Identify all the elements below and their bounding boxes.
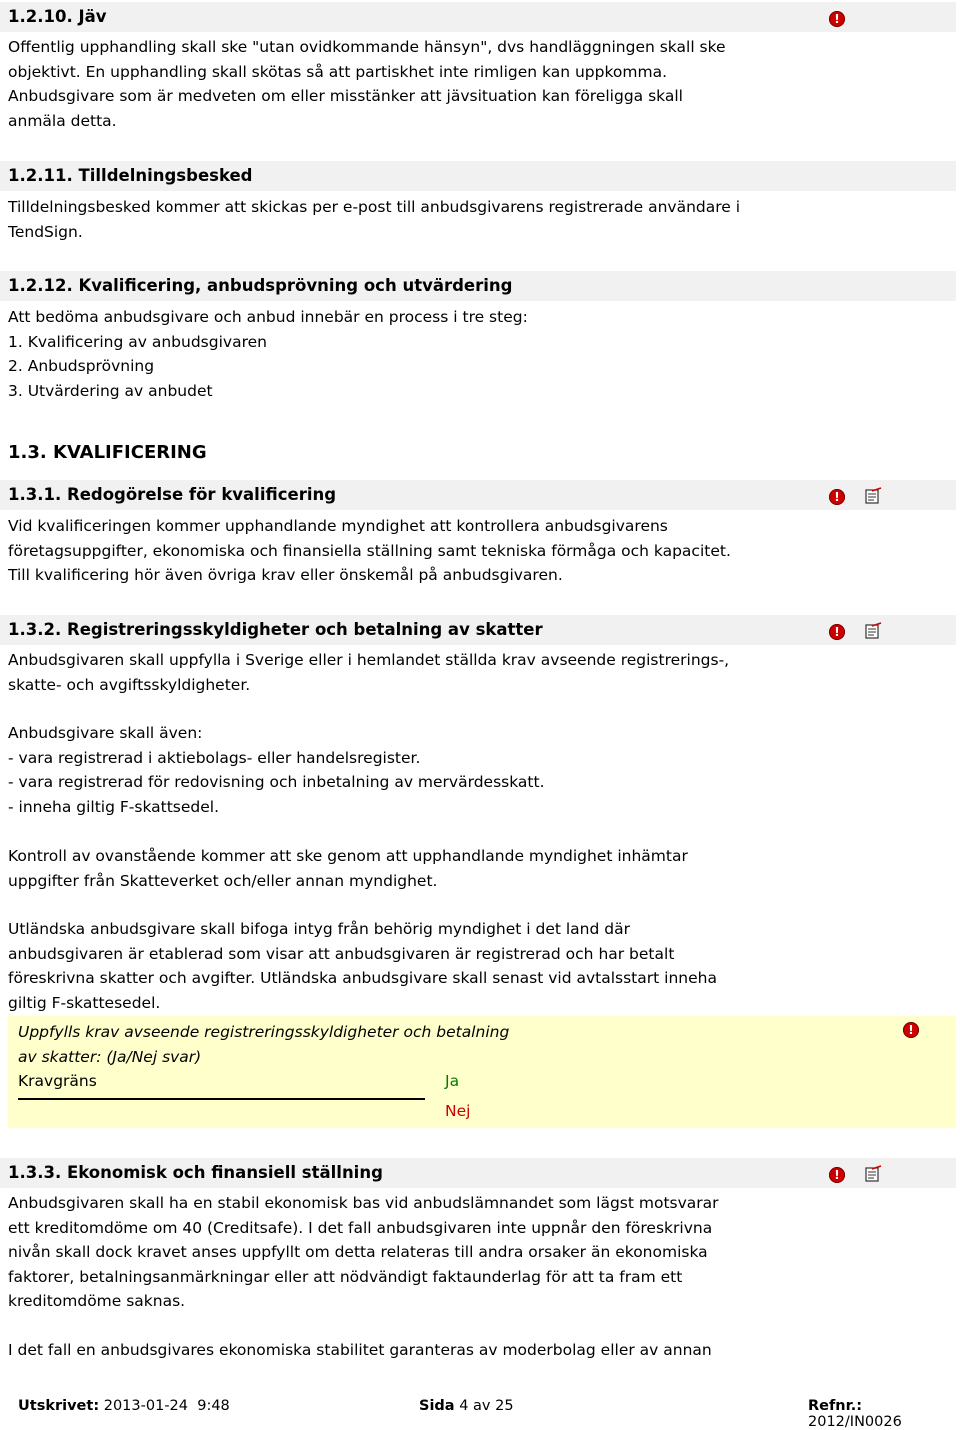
section-body-1-3-2-p2: Anbudsgivare skall även: - vara registrerad i aktiebolags- eller handelsregister. - vara registrerad för redovisning och inbetalning av mervärdesskatt. - inneha giltig F-skattsedel. — [8, 724, 545, 816]
section-body-1-3-3-p2: I det fall en anbudsgivares ekonomiska stabilitet garanteras av moderbolag eller av annan — [8, 1341, 712, 1359]
section-heading-1-2-11: 1.2.11. Tilldelningsbesked — [0, 161, 956, 191]
exclamation-icon[interactable]: ! — [829, 624, 845, 640]
section-heading-1-3-2: 1.3.2. Registreringsskyldigheter och betalning av skatter — [0, 615, 956, 645]
section-body-1-3-2-p3: Kontroll av ovanstående kommer att ske genom att upphandlande myndighet inhämtar uppgifter från Skatteverket och/eller annan myndighet. — [8, 847, 688, 890]
section-body-1-2-10: Offentlig upphandling skall ske "utan ovidkommande hänsyn", dvs handläggningen skall ske objektivt. En upphandling skall skötas så att partiskhet inte rimligen kan uppkomma. Anbudsgivare som är medveten om eller misstänker att jävsituation kan föreligga skall anmäla detta. — [8, 38, 726, 130]
section-body-1-3-2-p4: Utländska anbudsgivare skall bifoga intyg från behörig myndighet i det land där anbudsgivaren är etablerad som visar att anbudsgivaren är registrerad och har betalt föreskrivna skatter och avgifter. Utländska anbudsgivare skall senast vid avtalsstart inneha giltig F-skattesedel. — [8, 920, 717, 1012]
section-heading-1-3-1: 1.3.1. Redogörelse för kvalificering — [0, 480, 956, 510]
section-heading-1-2-10: 1.2.10. Jäv — [0, 2, 956, 32]
kravgrans-underline — [18, 1098, 425, 1100]
footer-page: Sida 4 av 25 — [419, 1398, 514, 1414]
document-edit-icon[interactable] — [864, 1165, 882, 1183]
exclamation-icon[interactable]: ! — [829, 1167, 845, 1183]
section-heading-1-3: 1.3. KVALIFICERING — [0, 438, 956, 468]
document-edit-icon[interactable] — [864, 487, 882, 505]
section-heading-1-2-12: 1.2.12. Kvalificering, anbudsprövning och utvärdering — [0, 271, 956, 301]
requirement-question-box — [8, 1016, 956, 1128]
exclamation-icon[interactable]: ! — [903, 1022, 919, 1038]
section-body-1-2-12: Att bedöma anbudsgivare och anbud innebär en process i tre steg: 1. Kvalificering av anbudsgivaren 2. Anbudsprövning 3. Utvärdering av anbudet — [8, 308, 528, 400]
answer-yes-option[interactable]: Ja — [445, 1072, 460, 1090]
answer-no-option[interactable]: Nej — [445, 1102, 471, 1120]
exclamation-icon[interactable]: ! — [829, 11, 845, 27]
kravgrans-label: Kravgräns — [18, 1072, 97, 1090]
exclamation-icon[interactable]: ! — [829, 489, 845, 505]
section-body-1-3-3-p1: Anbudsgivaren skall ha en stabil ekonomisk bas vid anbudslämnandet som lägst motsvarar ett kreditomdöme om 40 (Creditsafe). I det fall anbudsgivaren inte uppnår den föreskrivna nivån skall dock kravet anses uppfyllt om detta relateras till andra orsaker än ekonomiska faktorer, betalningsanmärkningar eller att nödvändigt faktaunderlag för att ta fram ett kreditomdöme saknas. — [8, 1194, 719, 1311]
document-edit-icon[interactable] — [864, 622, 882, 640]
footer-ref: Refnr.: 2012/IN0026 — [808, 1398, 902, 1430]
section-body-1-3-2-p1: Anbudsgivaren skall uppfylla i Sverige eller i hemlandet ställda krav avseende registrerings-, skatte- och avgiftsskyldigheter. — [8, 651, 730, 694]
section-body-1-2-11: Tilldelningsbesked kommer att skickas per e-post till anbudsgivarens registrerade användare i TendSign. — [8, 198, 741, 241]
section-heading-1-3-3: 1.3.3. Ekonomisk och finansiell ställning — [0, 1158, 956, 1188]
section-body-1-3-1: Vid kvalificeringen kommer upphandlande myndighet att kontrollera anbudsgivarens företagsuppgifter, ekonomiska och finansiella ställning samt tekniska förmåga och kapacitet. Till kvalificering hör även övriga krav eller önskemål på anbudsgivaren. — [8, 517, 731, 585]
footer-printed: Utskrivet: 2013-01-24 9:48 — [18, 1398, 230, 1414]
requirement-question: Uppfylls krav avseende registreringsskyldigheter och betalning av skatter: (Ja/Nej svar) — [18, 1023, 510, 1066]
